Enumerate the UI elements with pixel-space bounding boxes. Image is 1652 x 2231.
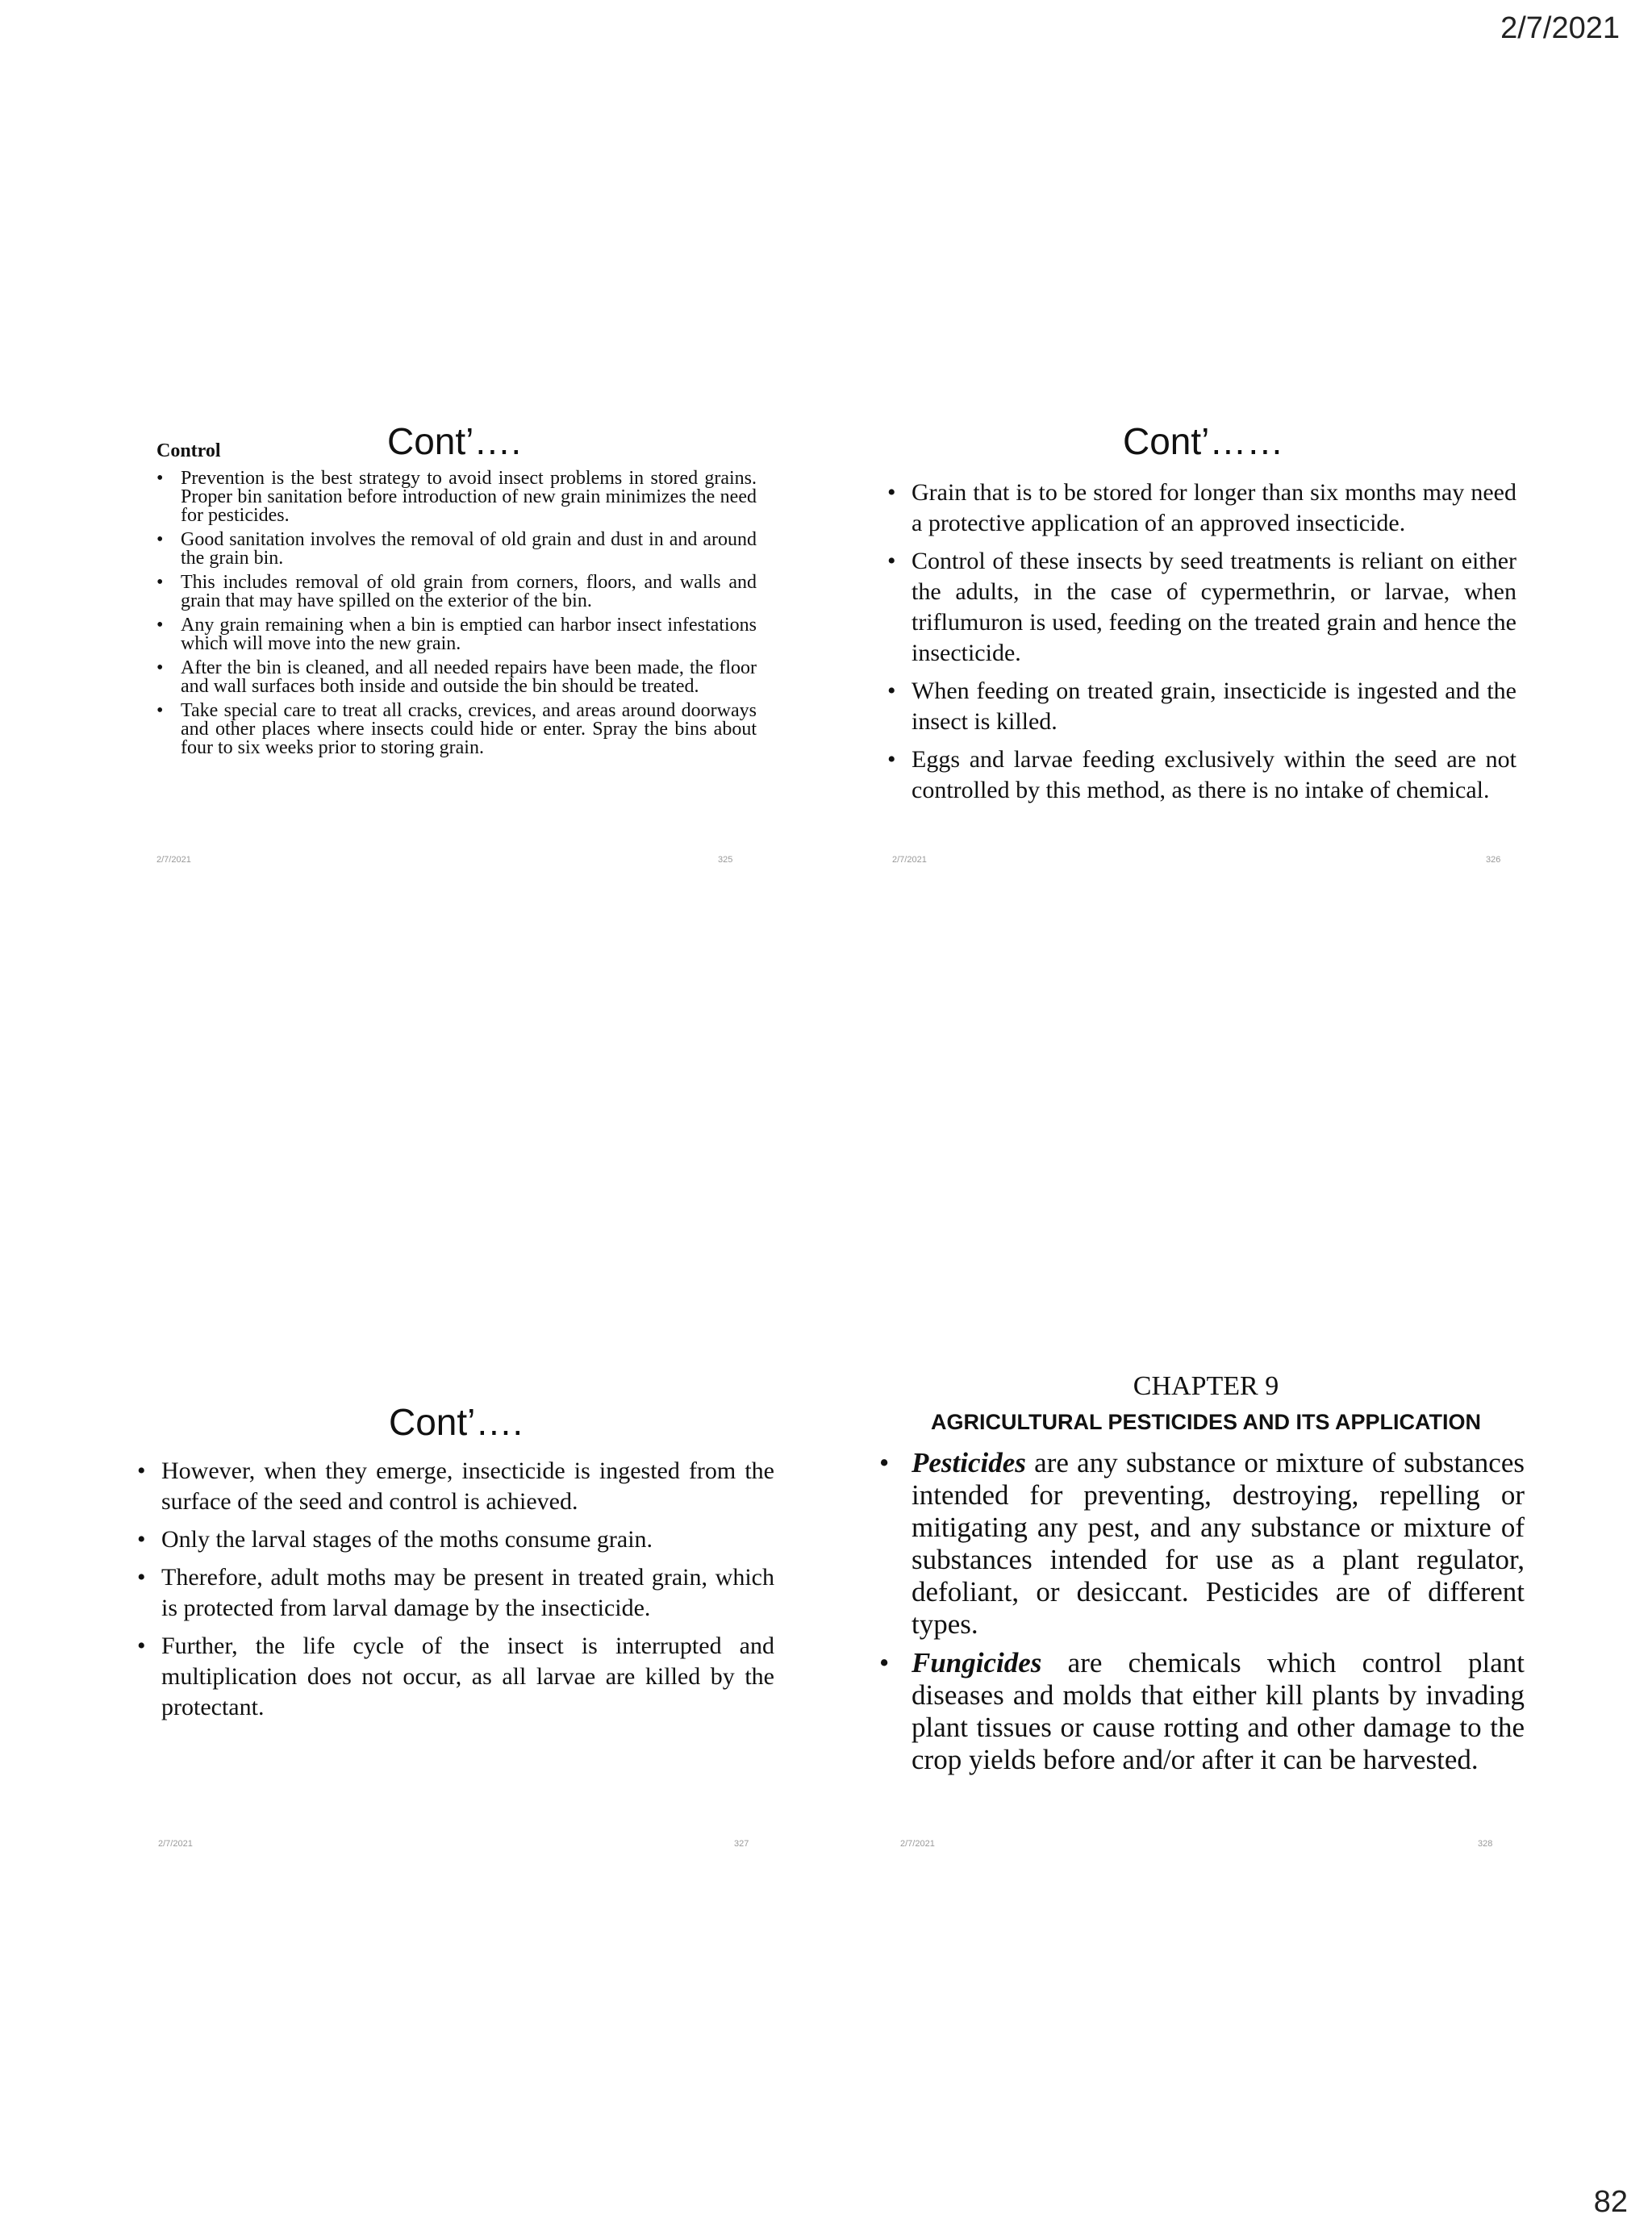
bullet-icon: • [887,479,896,506]
bullet-icon: • [879,1647,890,1678]
page-number: 82 [1593,2185,1628,2219]
slide-328 [879,1371,1533,1855]
bullet-list [137,1456,774,1730]
bullet-icon: • [137,1457,146,1484]
list-item [156,702,757,757]
bullet-icon: • [137,1564,146,1591]
bullet-icon: • [156,529,164,550]
list-item-text: Good sanitation involves the removal of old grain and dust in and around the grain bin. [181,529,757,569]
list-item [156,531,757,568]
bullet-icon: • [137,1526,146,1553]
slide-number: 326 [1486,855,1501,865]
list-item [156,616,757,653]
bullet-icon: • [156,615,164,636]
list-item [137,1456,774,1517]
bullet-icon: • [156,700,164,721]
bullet-icon: • [887,678,896,704]
list-item [879,1647,1525,1776]
list-item-text: Eggs and larvae feeding exclusively within the seed are not controlled by this method, as there is no intake of chemical. [912,746,1516,803]
list-item-text: This includes removal of old grain from corners, floors, and walls and grain that may have spilled on the exterior of the bin. [181,572,757,611]
slide-number: 325 [718,855,733,865]
slide-title: Cont’…. [387,420,522,462]
list-item [156,659,757,696]
slide-number: 327 [734,1839,749,1849]
definition-text: are any substance or mixture of substances intended for preventing, destroying, repelling or mitigating any pest, and any substance or mixture of substances intended for use as a plant regulator, defoliant, or desiccant. Pesticides are of different types. [912,1447,1525,1640]
chapter-title: AGRICULTURAL PESTICIDES AND ITS APPLICATION [930,1410,1481,1434]
list-item [137,1631,774,1723]
list-item-text: Control of these insects by seed treatments is reliant on either the adults, in the case of cypermethrin, or larvae, when triflumuron is used, feeding on the treated grain and hence the insecticide. [912,548,1516,666]
slide-326 [887,419,1516,871]
chapter-heading: CHAPTER 9 [1133,1371,1279,1401]
list-item-text: However, when they emerge, insecticide is ingested from the surface of the seed and control is achieved. [161,1457,774,1515]
list-item-text: After the bin is cleaned, and all needed repairs have been made, the floor and wall surfaces both inside and outside the bin should be treated. [181,657,757,697]
list-item-text: Only the larval stages of the moths consume grain. [161,1526,653,1553]
list-item [887,546,1516,669]
slide-footer-date: 2/7/2021 [900,1839,935,1849]
list-item [879,1447,1525,1641]
slide-title: Cont’…. [389,1401,524,1443]
bullet-list [879,1447,1525,1783]
bullet-icon: • [879,1447,890,1478]
slide-327 [137,1387,774,1855]
bullet-list [156,469,757,763]
list-item [887,744,1516,806]
definition-term: Pesticides [912,1447,1026,1478]
list-item [156,469,757,525]
bullet-icon: • [887,548,896,574]
list-item [137,1562,774,1624]
bullet-list [887,477,1516,813]
slide-footer-date: 2/7/2021 [158,1839,193,1849]
slide-footer-date: 2/7/2021 [892,855,927,865]
list-item [887,676,1516,737]
definition-term: Fungicides [912,1647,1042,1678]
bullet-icon: • [887,746,896,773]
bullet-icon: • [156,572,164,593]
list-item [156,573,757,611]
bullet-icon: • [137,1633,146,1659]
slide-footer-date: 2/7/2021 [156,855,191,865]
definition-text: are chemicals which control plant diseases and molds that either kill plants by invading plant tissues or cause rotting and other damage to the crop yields before and/or after it can be harvested. [912,1647,1525,1775]
section-label: Control [156,440,221,461]
page-date: 2/7/2021 [1500,11,1620,45]
list-item-text: Grain that is to be stored for longer than six months may need a protective application of an approved insecticide. [912,479,1516,536]
list-item-text: Therefore, adult moths may be present in treated grain, which is protected from larval damage by the insecticide. [161,1564,774,1621]
list-item-text: Take special care to treat all cracks, crevices, and areas around doorways and other places where insects could hide or enter. Spray the bins about four to six weeks prior to storing grain. [181,700,757,758]
list-item-text: Prevention is the best strategy to avoid insect problems in stored grains. Proper bin sanitation before introduction of new grain minimizes the need for pesticides. [181,468,757,526]
list-item-text: When feeding on treated grain, insecticide is ingested and the insect is killed. [912,678,1516,735]
slide-title: Cont’…… [1123,420,1284,462]
slide-325 [153,419,766,871]
list-item-text: Any grain remaining when a bin is emptied can harbor insect infestations which will move into the new grain. [181,615,757,654]
bullet-icon: • [156,468,164,489]
slide-number: 328 [1478,1839,1493,1849]
bullet-icon: • [156,657,164,678]
list-item [887,477,1516,539]
list-item [137,1524,774,1555]
list-item-text: Further, the life cycle of the insect is interrupted and multiplication does not occur, as all larvae are killed by the protectant. [161,1633,774,1720]
